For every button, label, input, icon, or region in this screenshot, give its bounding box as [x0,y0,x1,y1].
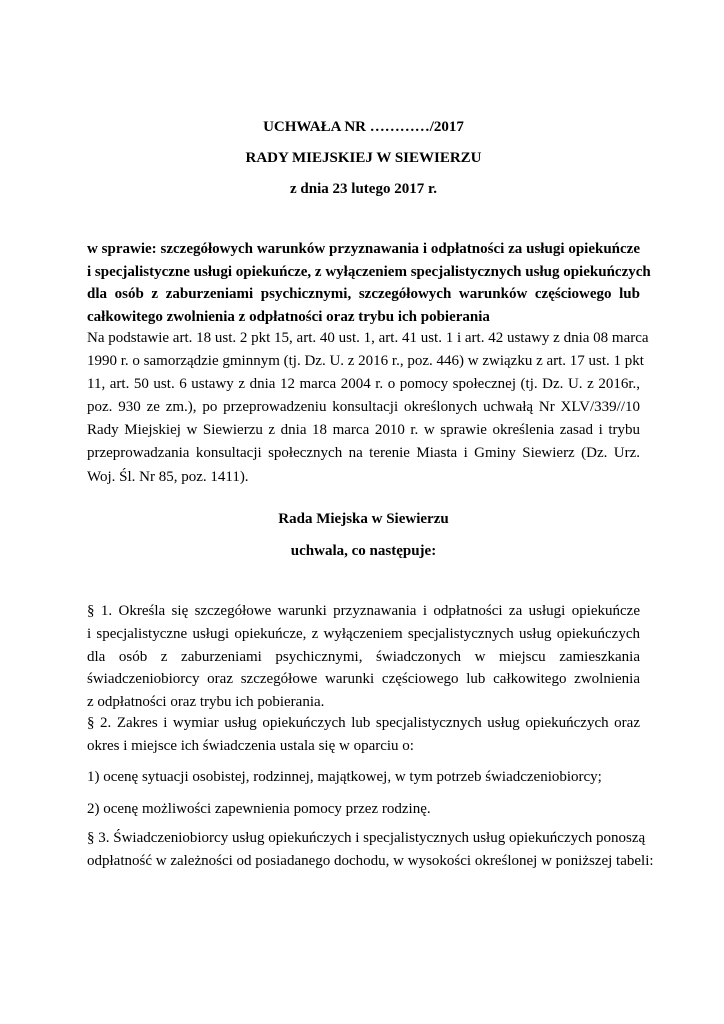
section-2-line: § 2. Zakres i wymiar usług opiekuńczych lub specjalistycznych usług opiekuńczych oraz [87,715,640,731]
section-2 [87,712,640,758]
subject-line: całkowitego zwolnienia z odpłatności oraz trybu ich pobierania [87,309,490,326]
section-3-line: § 3. Świadczeniobiorcy usług opiekuńczych i specjalistycznych usług opiekuńczych ponoszą [87,830,646,846]
legal-basis-line: poz. 930 ze zm.), po przeprowadzeniu konsultacji określonych uchwałą Nr XLV/339//10 [87,399,640,416]
legal-basis-line: 1990 r. o samorządzie gminnym (tj. Dz. U. z 2016 r., poz. 446) w związku z art. 17 ust. 1 pkt [87,353,644,370]
subject-line: dla osób z zaburzeniami psychicznymi, szczegółowych warunków częściowego lub [87,286,640,303]
resolves-statement: uchwala, co następuje: [290,543,437,559]
legal-basis-line: 11, art. 50 ust. 6 ustawy z dnia 12 marca 2004 r. o pomocy społecznej (tj. Dz. U. z 2016r., [87,376,640,393]
resolution-title: UCHWAŁA NR …………/2017 [263,119,464,135]
resolution-date: z dnia 23 lutego 2017 r. [290,181,437,197]
legal-basis-paragraph [87,327,649,489]
section-2-item-2: 2) ocenę możliwości zapewnienia pomocy przez rodzinę. [87,801,431,817]
section-1-line: świadczeniobiorcy oraz szczegółowe warunki częściowego lub całkowitego zwolnienia [87,671,640,688]
section-1-line: § 1. Określa się szczegółowe warunki przyznawania i odpłatności za usługi opiekuńcze [87,603,640,619]
section-3 [87,827,654,873]
subject-line: w sprawie: szczegółowych warunków przyznawania i odpłatności za usługi opiekuńcze [87,241,640,257]
legal-basis-line: Na podstawie art. 18 ust. 2 pkt 15, art. 40 ust. 1, art. 41 ust. 1 i art. 42 ustawy z dnia 08 marca [87,330,649,346]
section-2-line: okres i miejsce ich świadczenia ustala się w oparciu o: [87,738,414,754]
section-3-line: odpłatność w zależności od posiadanego dochodu, w wysokości określonej w poniższej tabeli: [87,853,654,869]
resolving-council: Rada Miejska w Siewierzu [278,511,449,527]
council-name: RADY MIEJSKIEJ W SIEWIERZU [245,150,482,166]
legal-basis-line: przeprowadzania konsultacji społecznych na terenie Miasta i Gminy Siewierz (Dz. Urz. [87,445,640,462]
legal-basis-line: Woj. Śl. Nr 85, poz. 1411). [87,468,249,485]
subject-paragraph [87,238,651,329]
section-1-line: i specjalistyczne usługi opiekuńcze, z wyłączeniem specjalistycznych usług opiekuńczych [87,625,640,642]
section-1-line: z odpłatności oraz trybu ich pobierania. [87,694,325,711]
section-1-line: dla osób z zaburzeniami psychicznymi, świadczonych w miejscu zamieszkania [87,648,640,665]
legal-basis-line: Rady Miejskiej w Siewierzu z dnia 18 marca 2010 r. w sprawie określenia zasad i trybu [87,422,640,439]
subject-line: i specjalistyczne usługi opiekuńcze, z wyłączeniem specjalistycznych usług opiekuńczych [87,263,651,280]
section-1 [87,600,640,714]
section-2-item-1: 1) ocenę sytuacji osobistej, rodzinnej, majątkowej, w tym potrzeb świadczeniobiorcy; [87,769,602,785]
